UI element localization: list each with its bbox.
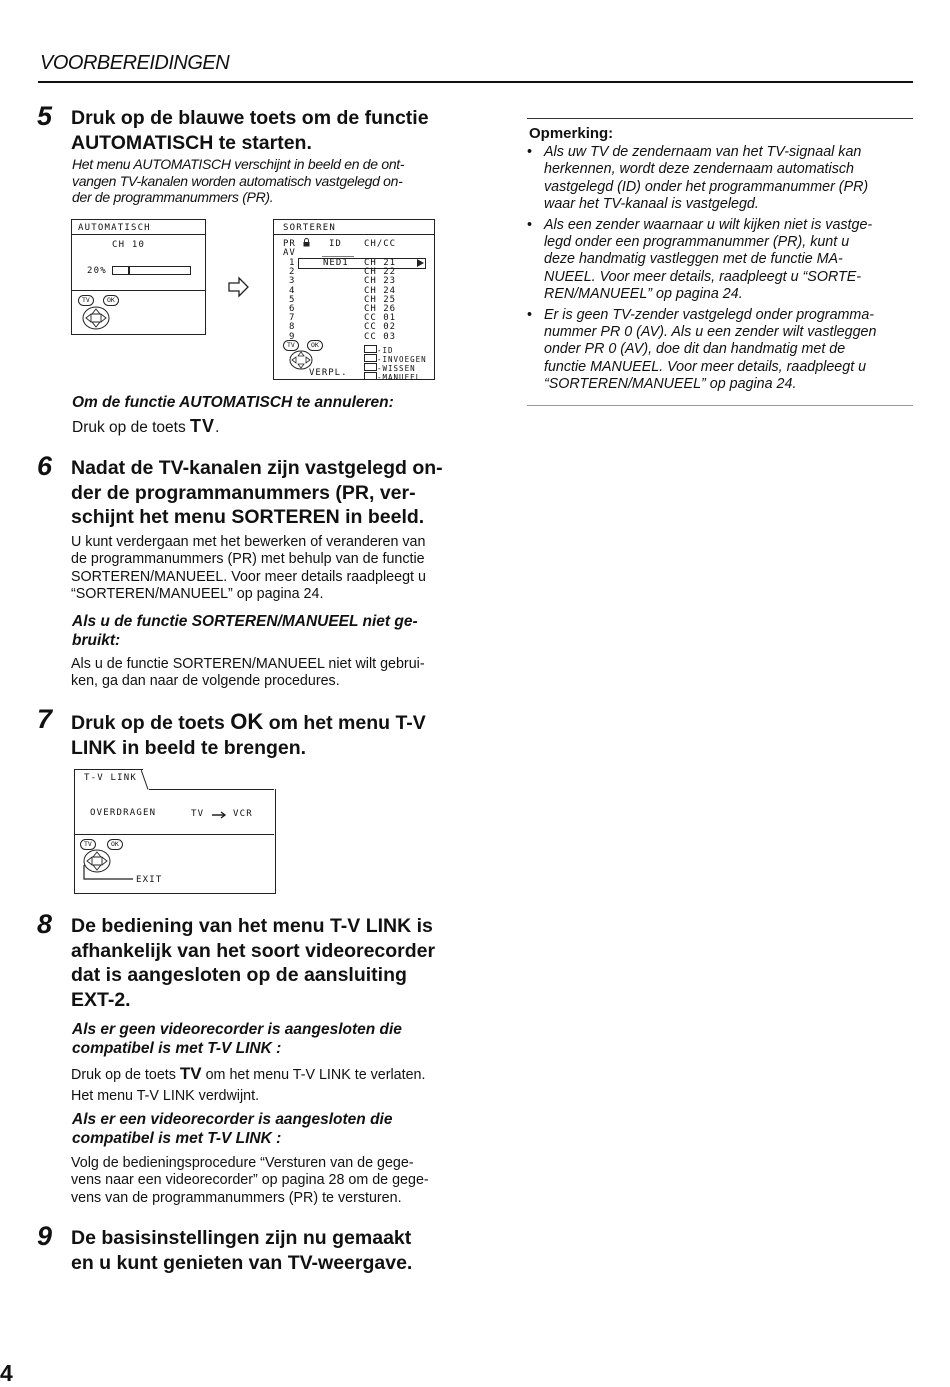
row-av: AV bbox=[283, 248, 296, 258]
step-6-number: 6 bbox=[37, 451, 53, 481]
step-8-body-1 bbox=[71, 1063, 463, 1107]
subhead-line: compatibel is met T-V LINK : bbox=[72, 1040, 282, 1057]
note-list bbox=[527, 144, 907, 397]
sort-row-pr: 2 bbox=[289, 267, 296, 278]
step-8-title-line: De bediening van het menu T-V LINK is bbox=[71, 915, 433, 937]
note-line: NUEEL. Voor meer details, raadpleegt u “SORTE- bbox=[544, 268, 862, 285]
sort-row-channel: CC 03 bbox=[364, 331, 397, 342]
cancel-instruction bbox=[72, 416, 219, 437]
step-8-title-line: afhankelijk van het soort videorecorder bbox=[71, 939, 436, 962]
automatisch-menu-title: AUTOMATISCH bbox=[78, 223, 151, 233]
step-7-title bbox=[71, 710, 463, 760]
sort-row-channel: CC 02 bbox=[364, 322, 397, 333]
id-underline bbox=[322, 256, 354, 257]
note-bottom-rule bbox=[527, 405, 913, 406]
note-line: legd onder een programmanummer (PR), kunt u bbox=[544, 234, 850, 251]
sort-row-pr: 3 bbox=[289, 276, 296, 287]
body-line bbox=[71, 1063, 463, 1086]
step-8-subheading-1 bbox=[72, 1020, 464, 1058]
note-line: REN/MANUEEL” op pagina 24. bbox=[544, 286, 743, 303]
overdragen-label: OVERDRAGEN bbox=[90, 808, 157, 818]
body-line: de programmanummers (PR) met behulp van de functie bbox=[71, 551, 425, 568]
exit-leader-line bbox=[83, 865, 135, 885]
note-line: “SORTEREN/MANUEEL” op pagina 24. bbox=[544, 376, 797, 393]
note-item bbox=[527, 307, 907, 394]
desc-line: der de programmanummers (PR). bbox=[72, 189, 274, 205]
tv-button-icon: TV bbox=[283, 340, 299, 351]
sort-row-pr: 8 bbox=[289, 322, 296, 333]
selection-arrow-icon bbox=[417, 259, 424, 267]
sort-row-pr: 1 bbox=[289, 258, 296, 268]
tv-link-tab-label: T-V LINK bbox=[84, 773, 137, 783]
body-line: vens naar een videorecorder” op pagina 28 om de gege- bbox=[71, 1172, 429, 1189]
note-line: deze handmatig vastleggen met de functie MA- bbox=[544, 251, 843, 268]
cancel-text: Druk op de toets bbox=[72, 419, 186, 436]
automatisch-channel: CH 10 bbox=[112, 240, 146, 250]
menu-title-divider bbox=[72, 234, 205, 235]
sort-row-pr: 4 bbox=[289, 285, 296, 296]
sorteren-menu-title: SORTEREN bbox=[283, 223, 336, 233]
legend-item bbox=[364, 367, 421, 385]
page-header-title: VOORBEREIDINGEN bbox=[40, 52, 230, 74]
note-line: vastgelegd (ID) onder het programmanummer (PR) bbox=[544, 178, 869, 195]
tv-link-menu-screen bbox=[74, 769, 274, 893]
body-line: “SORTEREN/MANUEEL” op pagina 24. bbox=[71, 586, 324, 603]
tv-key-label: TV bbox=[190, 416, 216, 436]
body-line: U kunt verdergaan met het bewerken of veranderen van bbox=[71, 534, 426, 550]
sorteren-menu-screen bbox=[273, 219, 435, 380]
sort-row-channel: CH 25 bbox=[364, 294, 397, 305]
ok-button-icon: OK bbox=[107, 839, 123, 850]
sort-row-channel: CH 26 bbox=[364, 304, 397, 314]
sort-row-channel: CC 01 bbox=[364, 313, 397, 324]
bullet-icon: • bbox=[527, 306, 533, 323]
step-8-title-line: dat is aangesloten op de aansluiting bbox=[71, 964, 407, 986]
sort-row-channel: CH 24 bbox=[364, 285, 397, 296]
sort-row-pr: 5 bbox=[289, 294, 296, 305]
step-8-title bbox=[71, 914, 463, 1012]
body-line: Het menu T-V LINK verdwijnt. bbox=[71, 1088, 260, 1104]
header-divider bbox=[38, 81, 913, 83]
step-6-title-line: der de programmanummers (PR, ver- bbox=[71, 481, 416, 504]
step-6-sub-body bbox=[71, 656, 463, 691]
body-text: om het menu T-V LINK te verlaten. bbox=[205, 1067, 426, 1083]
step-7-title-line bbox=[71, 710, 463, 736]
tab-top-line bbox=[149, 789, 274, 790]
body-line: vens van de programmanummers (PR) te versturen. bbox=[71, 1189, 402, 1206]
step-5-title-line: Druk op de blauwe toets om de functie bbox=[71, 107, 429, 129]
legend-label: -ID bbox=[377, 346, 394, 355]
dpad-icon bbox=[82, 306, 110, 330]
dpad-icon bbox=[289, 350, 313, 370]
step-6-title-line: schijnt het menu SORTEREN in beeld. bbox=[71, 506, 425, 528]
tv-key-label: TV bbox=[179, 1064, 202, 1083]
tv-button-icon: TV bbox=[80, 839, 96, 850]
subhead-line: Als er een videorecorder is aangesloten die bbox=[72, 1111, 393, 1128]
body-line: Volg de bedieningsprocedure “Versturen van de gege- bbox=[71, 1155, 414, 1171]
subhead-line: bruikt: bbox=[72, 632, 121, 649]
step-9-title bbox=[71, 1226, 463, 1275]
color-key-swatch bbox=[364, 372, 377, 380]
exit-label: EXIT bbox=[136, 875, 163, 885]
sort-row-pr: 6 bbox=[289, 304, 296, 314]
step-5-title-line: AUTOMATISCH te starten. bbox=[71, 131, 312, 154]
progress-bar bbox=[112, 266, 191, 275]
desc-line: Het menu AUTOMATISCH verschijnt in beeld en de ont- bbox=[72, 156, 405, 172]
automatisch-menu-screen bbox=[71, 219, 206, 335]
menu-title-divider bbox=[274, 234, 434, 235]
note-line: functie MANUEEL. Voor meer details, raadpleegt u bbox=[544, 358, 867, 375]
sort-row-pr: 9 bbox=[289, 331, 296, 342]
ok-button-icon: OK bbox=[307, 340, 323, 351]
ok-key-label: OK bbox=[230, 709, 264, 734]
subhead-line: Als u de functie SORTEREN/MANUEEL niet ge- bbox=[72, 613, 418, 630]
legend-label: -MANUEEL bbox=[377, 373, 422, 382]
step-8-subheading-2 bbox=[72, 1110, 464, 1148]
body-line: ken, ga dan naar de volgende procedures. bbox=[71, 673, 340, 690]
step-6-title bbox=[71, 456, 461, 530]
legend-label: -INVOEGEN bbox=[377, 355, 427, 364]
note-item bbox=[527, 144, 907, 214]
note-item-text bbox=[544, 144, 868, 214]
step-7-title-line: LINK in beeld te brengen. bbox=[71, 736, 307, 759]
menu-footer-divider bbox=[72, 290, 205, 291]
cancel-heading: Om de functie AUTOMATISCH te annuleren: bbox=[72, 394, 394, 411]
bullet-icon: • bbox=[527, 144, 533, 160]
column-id: ID bbox=[329, 239, 342, 249]
step-8-body-2 bbox=[71, 1155, 463, 1207]
automatisch-percent: 20% bbox=[87, 266, 107, 276]
menu-footer-divider bbox=[74, 834, 274, 835]
step-6-subheading bbox=[72, 612, 464, 650]
step-9-title-line: en u kunt genieten van TV-weergave. bbox=[71, 1251, 413, 1274]
step-6-body bbox=[71, 534, 463, 604]
note-item-text bbox=[544, 307, 876, 394]
sort-row-pr: 7 bbox=[289, 313, 296, 324]
subhead-line: compatibel is met T-V LINK : bbox=[72, 1130, 282, 1147]
cancel-end: . bbox=[215, 419, 220, 436]
bullet-icon: • bbox=[527, 216, 533, 233]
body-line: SORTEREN/MANUEEL. Voor meer details raadpleegt u bbox=[71, 568, 426, 585]
note-line: Er is geen TV-zender vastgelegd onder programma- bbox=[544, 306, 875, 323]
selected-row-highlight bbox=[298, 258, 426, 269]
body-line: Als u de functie SORTEREN/MANUEEL niet wilt gebrui- bbox=[71, 656, 425, 672]
column-pr: PR bbox=[283, 239, 296, 249]
tab-edge bbox=[141, 769, 149, 790]
step-7-number: 7 bbox=[37, 704, 53, 734]
note-line: waar het TV-kanaal is vastgelegd. bbox=[544, 196, 759, 213]
note-heading: Opmerking: bbox=[529, 125, 614, 142]
note-item bbox=[527, 217, 907, 304]
sort-row-channel: CH 22 bbox=[364, 267, 397, 278]
note-line: nummer PR 0 (AV). Als u een zender wilt vastleggen bbox=[544, 324, 877, 341]
step-5-description bbox=[72, 156, 462, 206]
step-9-title-line: De basisinstellingen zijn nu gemaakt bbox=[71, 1227, 412, 1249]
verpl-label: VERPL. bbox=[309, 368, 348, 378]
transfer-to: VCR bbox=[233, 809, 253, 819]
step-9-number: 9 bbox=[37, 1221, 53, 1251]
lock-icon bbox=[303, 238, 310, 247]
arrow-right-icon bbox=[228, 276, 250, 298]
subhead-line: Als er geen videorecorder is aangesloten die bbox=[72, 1021, 402, 1038]
note-line: Als een zender waarnaar u wilt kijken niet is vastge- bbox=[544, 216, 873, 233]
column-ch: CH/CC bbox=[364, 239, 397, 249]
page-number: 4 bbox=[0, 1360, 13, 1386]
sort-row-channel: CH 21 bbox=[364, 258, 397, 268]
step-8-title-line: EXT-2. bbox=[71, 988, 131, 1011]
legend-label: -WISSEN bbox=[377, 364, 416, 373]
sort-row-channel: CH 23 bbox=[364, 276, 397, 287]
note-item-text bbox=[544, 217, 872, 304]
step-5-title bbox=[71, 106, 461, 155]
note-line: Als uw TV de zendernaam van het TV-signaal kan bbox=[544, 144, 862, 160]
step-8-number: 8 bbox=[37, 909, 53, 939]
note-line: herkennen, wordt deze zendernaam automatisch bbox=[544, 161, 854, 178]
step-5-number: 5 bbox=[37, 101, 53, 131]
note-top-rule bbox=[527, 118, 913, 119]
desc-line: vangen TV-kanalen worden automatisch vastgelegd on- bbox=[72, 172, 403, 189]
sort-row-id: NED1 bbox=[323, 258, 349, 268]
progress-fill bbox=[113, 267, 130, 274]
tv-button-icon: TV bbox=[78, 295, 94, 306]
step-6-title-line: Nadat de TV-kanalen zijn vastgelegd on- bbox=[71, 457, 443, 479]
note-line: onder PR 0 (AV), doe dit dan handmatig met de bbox=[544, 341, 846, 358]
arrow-right-icon bbox=[212, 811, 228, 819]
title-text: om het menu T-V bbox=[268, 712, 426, 734]
body-text: Druk op de toets bbox=[71, 1067, 176, 1083]
transfer-from: TV bbox=[191, 809, 205, 819]
ok-button-icon: OK bbox=[103, 295, 119, 306]
title-text: Druk op de toets bbox=[71, 712, 225, 734]
